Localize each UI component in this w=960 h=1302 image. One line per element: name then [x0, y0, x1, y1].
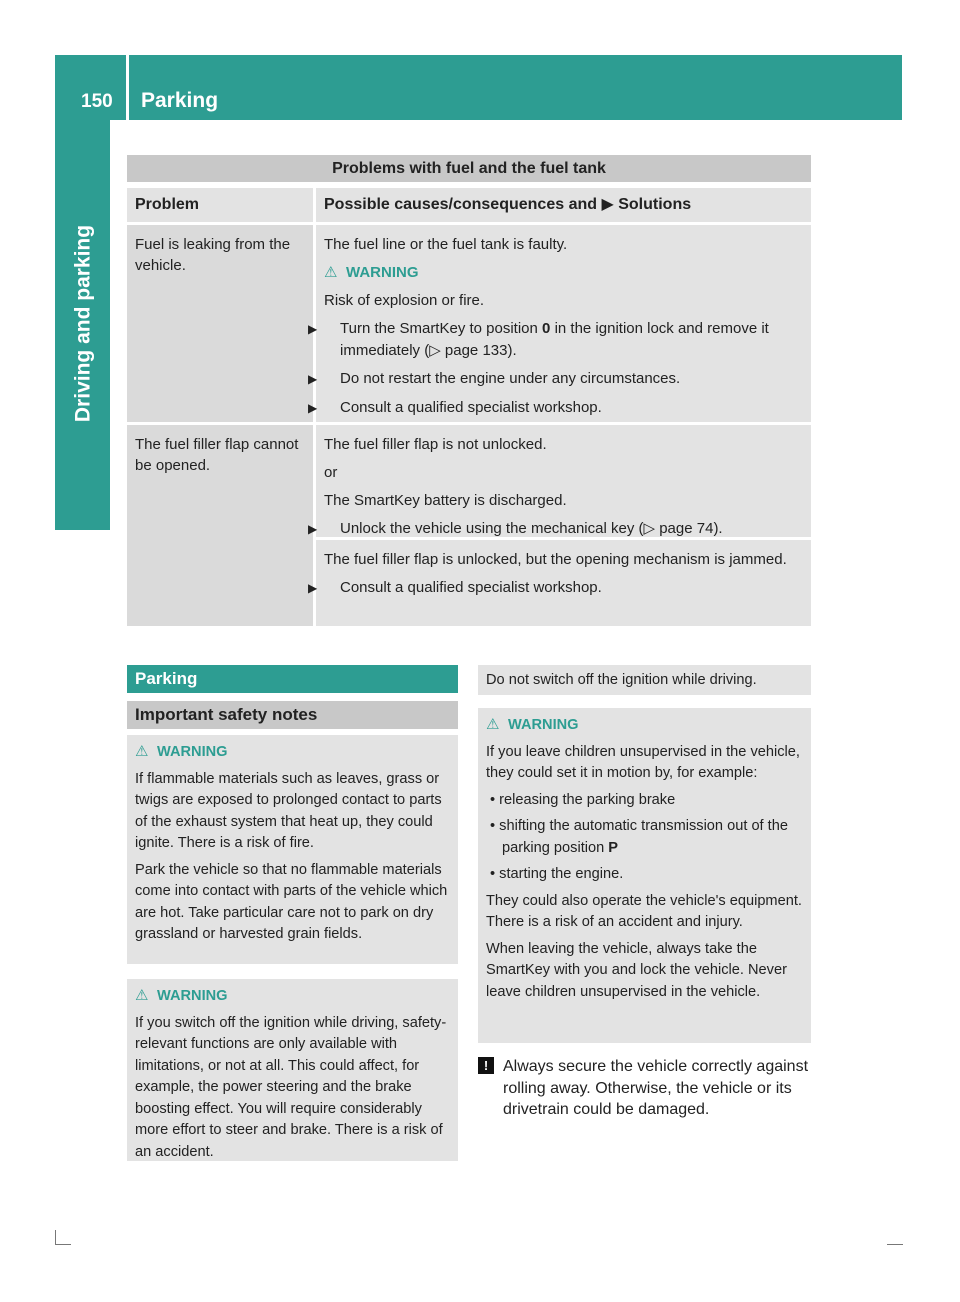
page-header [55, 55, 902, 120]
corner-mark-left [55, 1230, 56, 1244]
step-text: Consult a qualified specialist workshop. [340, 579, 602, 596]
warning-3-bullet-3: • starting the engine. [490, 866, 624, 882]
safety-notes-heading: Important safety notes [127, 701, 458, 729]
step-text: Do not restart the engine under any circumstances. [340, 370, 681, 387]
row1-warning [324, 262, 803, 283]
warning-3-text-2: They could also operate the vehicle's equipment. There is a risk of an accident and injury. [486, 892, 802, 930]
warning-2-text: If you switch off the ignition while driving, safety-relevant functions are only available with limitations, or not at all. This could affect, for example, the power steering and the brake boosting effect. You will require considerably more effort to steer and brake. There is a risk of an accident. [135, 1014, 447, 1160]
section-title: Parking [141, 89, 219, 112]
row1-step3 [308, 397, 803, 419]
bullet-text: releasing the parking brake [499, 791, 676, 808]
warning-label: WARNING [157, 988, 228, 1004]
row2-solution-a [308, 425, 811, 537]
warning-box-3 [478, 708, 811, 1043]
row2-problem-text: The fuel filler flap cannot be opened. [135, 436, 299, 474]
row1-step1 [308, 318, 803, 361]
warning-3-bullet-1: • releasing the parking brake [490, 791, 676, 808]
warning-label: WARNING [157, 744, 228, 760]
row2-or: or [324, 464, 338, 481]
page-ref-link[interactable]: page 74). [659, 520, 723, 537]
row1-step2 [308, 368, 803, 390]
warning-3-intro: If you leave children unsupervised in the vehicle, they could set it in motion by, for example: [486, 743, 800, 781]
col-header-solutions [316, 188, 811, 222]
row1-problem [127, 225, 313, 422]
row2-step2 [308, 577, 803, 599]
step-bold: 0 [542, 320, 551, 337]
fuel-table-title: Problems with fuel and the fuel tank [127, 155, 811, 182]
row1-warning-text: Risk of explosion or fire. [324, 292, 485, 309]
exclamation-icon: ! [478, 1057, 494, 1074]
warning-box-1 [127, 735, 458, 964]
ignition-note-text: Do not switch off the ignition while driving. [486, 672, 757, 688]
step-text: Turn the SmartKey to position [340, 320, 538, 337]
notice-text: Always secure the vehicle correctly against rolling away. Otherwise, the vehicle or its drivetrain could be damaged. [503, 1058, 809, 1118]
warning-3-text-3: When leaving the vehicle, always take the SmartKey with you and lock the vehicle. Never leave children unsupervised in the vehicle. [486, 940, 787, 1000]
col-problem-label: Problem [135, 196, 200, 213]
row2-solution-b [308, 540, 811, 626]
play-arrow-icon: ▶ [601, 196, 614, 213]
step-text: Unlock the vehicle using the mechanical key ( [340, 520, 644, 537]
bullet-text: starting the engine. [499, 866, 624, 882]
col-solutions-label-2: Solutions [618, 196, 692, 213]
row2-cause3: The fuel filler flap is unlocked, but the opening mechanism is jammed. [324, 551, 787, 568]
warning-header [486, 714, 803, 737]
page-ref-icon: ▷ [429, 342, 441, 359]
side-tab [55, 120, 110, 530]
ignition-note [478, 665, 811, 695]
warning-icon: ⚠ [486, 716, 500, 733]
step-arrow-icon: ▶ [308, 522, 318, 536]
row2-cause2: The SmartKey battery is discharged. [324, 492, 567, 509]
step-text: Consult a qualified specialist workshop. [340, 399, 602, 416]
step-arrow-icon: ▶ [308, 372, 318, 386]
warning-icon: ⚠ [324, 264, 338, 281]
bullet-text: shifting the automatic transmission out of the parking position [499, 818, 788, 856]
side-tab-title: Driving and parking [71, 224, 94, 423]
warning-label: WARNING [508, 717, 579, 733]
step-arrow-icon: ▶ [308, 581, 318, 595]
col-solutions-label: Possible causes/consequences and [324, 196, 598, 213]
bullet-bold: P [608, 839, 619, 856]
warning-box-2 [127, 979, 458, 1161]
step-arrow-icon: ▶ [308, 322, 318, 336]
page-number: 150 [81, 91, 113, 112]
step-text: in the ignition lock and remove it immediately ( [340, 320, 769, 359]
corner-mark-left-h [55, 1244, 71, 1245]
row1-problem-text: Fuel is leaking from the vehicle. [135, 236, 291, 274]
warning-header [135, 985, 450, 1008]
row1-solution [308, 225, 811, 422]
page-ref-link[interactable]: page 133). [444, 342, 517, 359]
warning-1-text-1: If flammable materials such as leaves, grass or twigs are exposed to prolonged contact to parts of the exhaust system that heat up, they could ignite. There is a risk of fire. [135, 770, 442, 851]
notice [478, 1056, 813, 1118]
warning-header [135, 741, 450, 764]
warning-icon: ⚠ [135, 987, 149, 1004]
row2-problem [127, 425, 313, 626]
parking-heading: Parking [127, 665, 458, 693]
page-ref-icon: ▷ [643, 520, 656, 537]
row2-cause1: The fuel filler flap is not unlocked. [324, 436, 547, 453]
warning-3-bullet-2: • shifting the automatic transmission out of the parking position P [490, 818, 788, 856]
warning-icon: ⚠ [135, 743, 149, 760]
header-divider [126, 55, 129, 120]
row1-cause: The fuel line or the fuel tank is faulty. [324, 236, 568, 253]
col-header-problem [127, 188, 313, 222]
step-arrow-icon: ▶ [308, 401, 318, 415]
warning-1-text-2: Park the vehicle so that no flammable materials come into contact with parts of the vehicle which are hot. Take particular care not to park on dry grassland or harvested grain fields. [135, 861, 448, 942]
corner-mark-right [887, 1244, 903, 1245]
row2-step1 [308, 518, 803, 540]
warning-label: WARNING [346, 264, 419, 281]
